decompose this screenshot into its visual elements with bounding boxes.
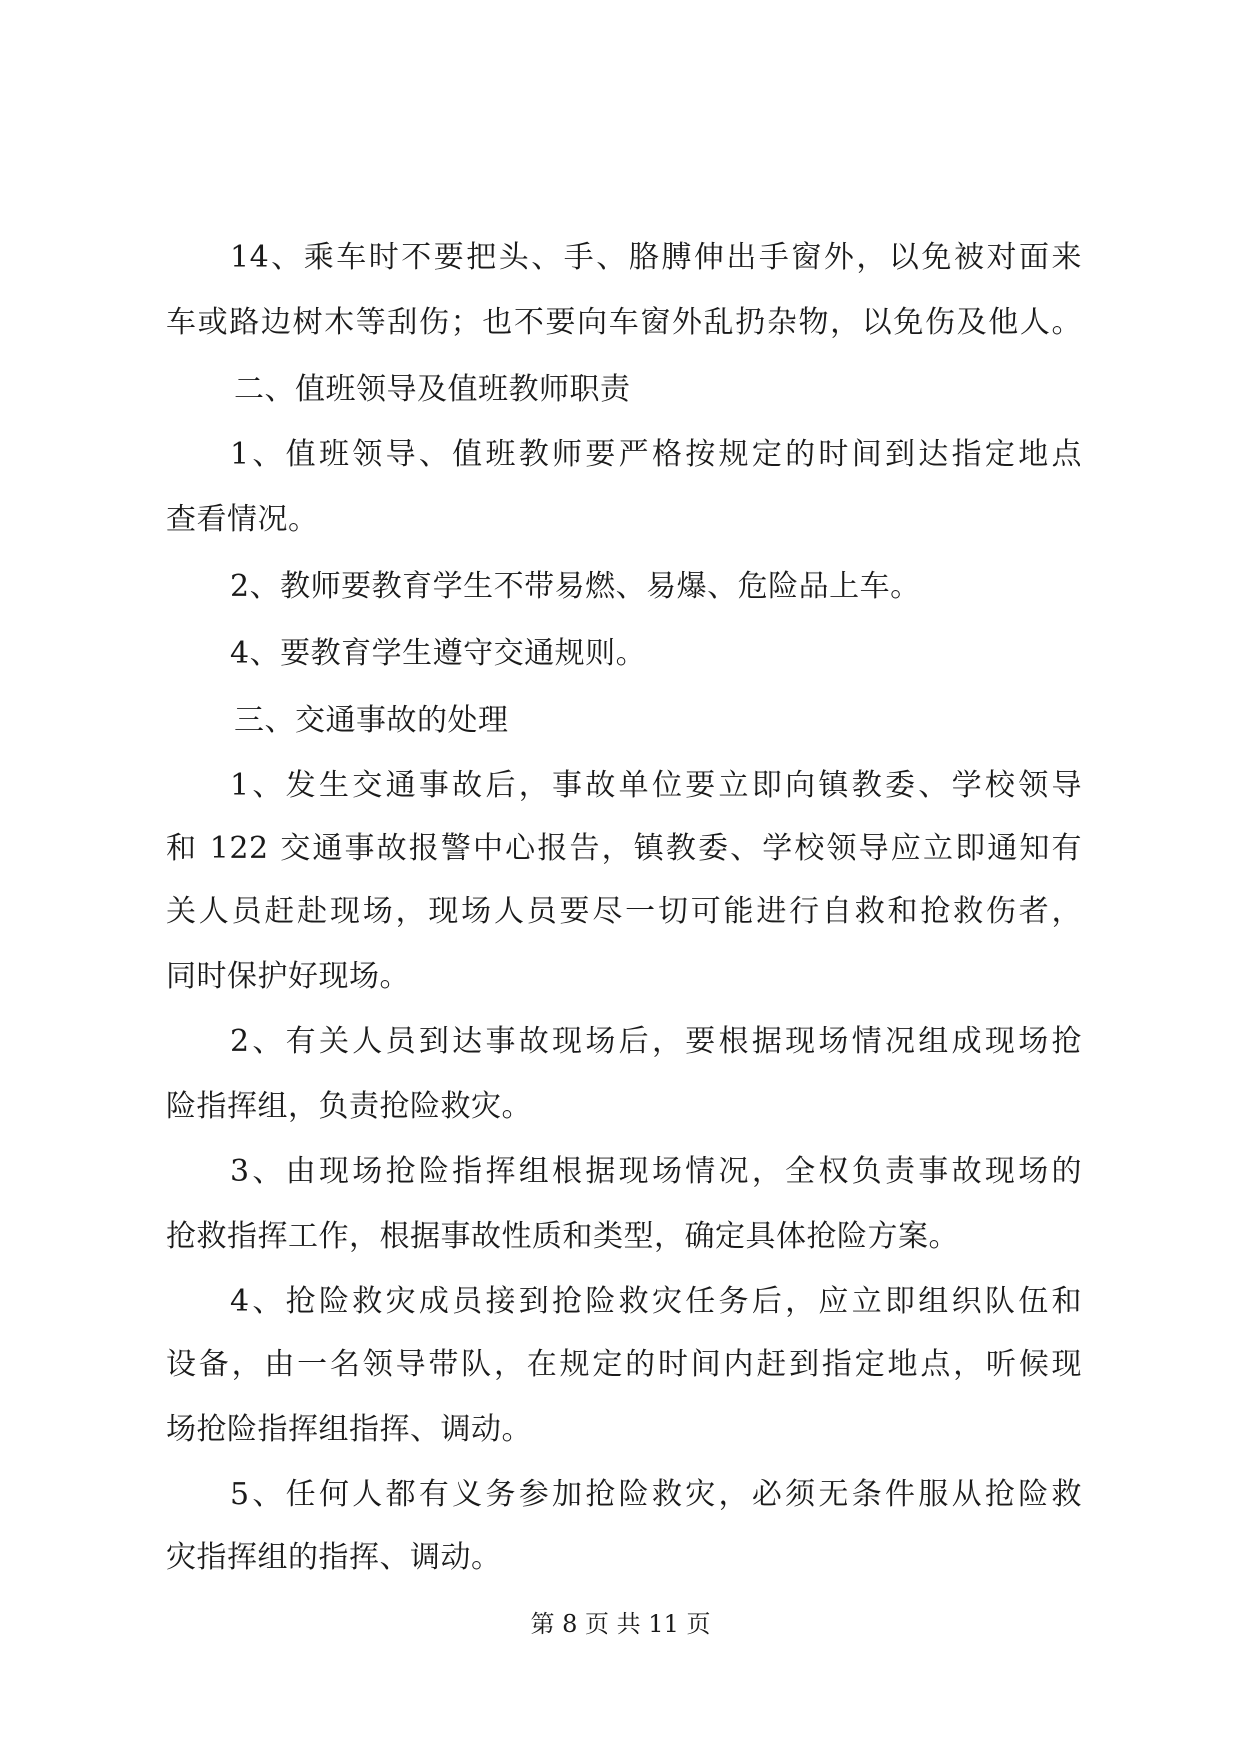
paragraph-line: 抢救指挥工作，根据事故性质和类型，确定具体抢险方案。 <box>166 1219 959 1254</box>
paragraph-line: 5、任何人都有义务参加抢险救灾，必须无条件服从抢险救 <box>230 1477 1082 1512</box>
paragraph-line: 4、抢险救灾成员接到抢险救灾任务后，应立即组织队伍和 <box>230 1284 1082 1319</box>
paragraph-line: 1、值班领导、值班教师要严格按规定的时间到达指定地点 <box>230 437 1082 472</box>
paragraph-line: 设备，由一名领导带队，在规定的时间内赶到指定地点，听候现 <box>166 1347 1082 1382</box>
paragraph-line: 查看情况。 <box>166 502 319 537</box>
paragraph-line: 关人员赶赴现场，现场人员要尽一切可能进行自救和抢救伤者， <box>166 894 1082 929</box>
paragraph-line: 2、教师要教育学生不带易燃、易爆、危险品上车。 <box>230 569 921 604</box>
document-body <box>166 226 1082 1589</box>
paragraph-line: 车或路边树木等刮伤；也不要向车窗外乱扔杂物，以免伤及他人。 <box>166 305 1082 340</box>
paragraph-line: 灾指挥组的指挥、调动。 <box>166 1540 502 1575</box>
paragraph-line: 14、乘车时不要把头、手、胳膊伸出手窗外，以免被对面来 <box>230 240 1082 275</box>
paragraph-line: 4、要教育学生遵守交通规则。 <box>230 636 647 671</box>
section-heading: 三、交通事故的处理 <box>234 703 509 738</box>
paragraph-line: 场抢险指挥组指挥、调动。 <box>166 1412 532 1447</box>
paragraph-line: 和 122 交通事故报警中心报告，镇教委、学校领导应立即通知有 <box>166 831 1082 866</box>
paragraph-line: 3、由现场抢险指挥组根据现场情况，全权负责事故现场的 <box>230 1154 1082 1189</box>
paragraph-line: 2、有关人员到达事故现场后，要根据现场情况组成现场抢 <box>230 1024 1082 1059</box>
section-heading: 二、值班领导及值班教师职责 <box>234 372 631 407</box>
paragraph-line: 险指挥组，负责抢险救灾。 <box>166 1089 532 1124</box>
paragraph-line: 同时保护好现场。 <box>166 959 410 994</box>
paragraph-line: 1、发生交通事故后，事故单位要立即向镇教委、学校领导 <box>230 768 1082 803</box>
page-number-footer: 第 8 页 共 11 页 <box>530 1610 711 1638</box>
